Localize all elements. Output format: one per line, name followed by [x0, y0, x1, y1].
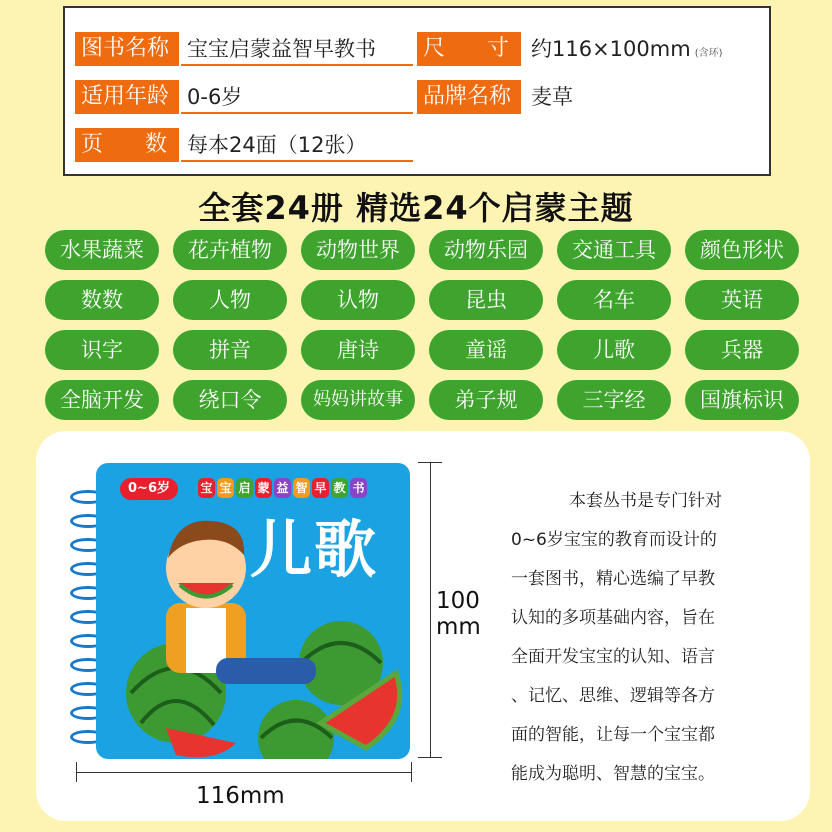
description-line: 、记忆、思维、逻辑等各方 [511, 686, 715, 706]
topic-pill: 全脑开发 [45, 380, 159, 420]
topic-pill: 动物世界 [301, 230, 415, 270]
topic-pill: 妈妈讲故事 [301, 380, 415, 420]
series-letter: 早 [312, 478, 329, 498]
description-line: 面的智能，让每一个宝宝都 [511, 725, 715, 745]
description-line: 全面开发宝宝的认知、语言 [511, 647, 715, 667]
description-line: 0~6岁宝宝的教育而设计的 [511, 530, 717, 550]
spec-value-age: 0-6岁 [181, 80, 413, 114]
series-letter: 书 [350, 478, 367, 498]
topic-pill: 数数 [45, 280, 159, 320]
topic-pill: 兵器 [685, 330, 799, 370]
topic-pill: 水果蔬菜 [45, 230, 159, 270]
series-letter: 教 [331, 478, 348, 498]
topic-pill: 认物 [301, 280, 415, 320]
topic-pill: 绕口令 [173, 380, 287, 420]
series-letter: 宝 [217, 478, 234, 498]
series-letter: 宝 [198, 478, 215, 498]
topic-pill: 儿歌 [557, 330, 671, 370]
topic-pill: 颜色形状 [685, 230, 799, 270]
topic-pill: 交通工具 [557, 230, 671, 270]
spec-label-size: 尺 寸 [417, 32, 521, 66]
height-unit: mm [436, 614, 481, 640]
topic-pill: 拼音 [173, 330, 287, 370]
height-label [436, 588, 481, 640]
age-badge: 0~6岁 [120, 478, 178, 500]
description-line: 能成为聪明、智慧的宝宝。 [511, 764, 715, 784]
description-line: 本套丛书是专门针对 [569, 491, 722, 511]
width-dimension-right-tick [411, 762, 412, 782]
width-dimension-left-tick [76, 762, 77, 782]
series-letter: 蒙 [255, 478, 272, 498]
book-title: 儿歌 [250, 513, 379, 586]
width-dimension-line [76, 772, 412, 773]
series-letter: 智 [293, 478, 310, 498]
spec-label-age: 适用年龄 [75, 80, 179, 114]
topic-pill: 花卉植物 [173, 230, 287, 270]
spec-value-brand: 麦草 [531, 85, 573, 109]
spec-value-pages: 每本24面（12张） [181, 128, 413, 162]
topic-pill: 国旗标识 [685, 380, 799, 420]
headline: 全套24册 精选24个启蒙主题 [198, 189, 634, 227]
topic-pill: 名车 [557, 280, 671, 320]
spec-value-title: 宝宝启蒙益智早教书 [181, 32, 413, 66]
width-label: 116mm [196, 783, 285, 809]
spec-size-text: 约116×100mm [531, 37, 691, 61]
topic-pill: 动物乐园 [429, 230, 543, 270]
topic-pill: 识字 [45, 330, 159, 370]
topic-pill: 弟子规 [429, 380, 543, 420]
topic-pill: 唐诗 [301, 330, 415, 370]
spec-table [63, 6, 771, 176]
series-letter: 益 [274, 478, 291, 498]
spec-label-brand: 品牌名称 [417, 80, 521, 114]
topic-pill: 人物 [173, 280, 287, 320]
spec-value-size [525, 32, 765, 66]
spec-label-pages: 页 数 [75, 128, 179, 162]
height-dimension-line [430, 462, 431, 757]
topic-pill: 童谣 [429, 330, 543, 370]
topic-pill: 昆虫 [429, 280, 543, 320]
series-title [198, 478, 367, 500]
product-description [511, 482, 761, 794]
description-line: 一套图书，精心选编了早教 [511, 569, 715, 589]
topic-pill: 三字经 [557, 380, 671, 420]
height-value: 100 [436, 588, 480, 614]
height-dimension-bottom-tick [418, 757, 442, 758]
spec-size-note: (含环) [694, 48, 723, 59]
height-dimension-top-tick [418, 462, 442, 463]
topic-pill: 英语 [685, 280, 799, 320]
series-letter: 启 [236, 478, 253, 498]
description-line: 认知的多项基础内容，旨在 [511, 608, 715, 628]
spec-label-title: 图书名称 [75, 32, 179, 66]
